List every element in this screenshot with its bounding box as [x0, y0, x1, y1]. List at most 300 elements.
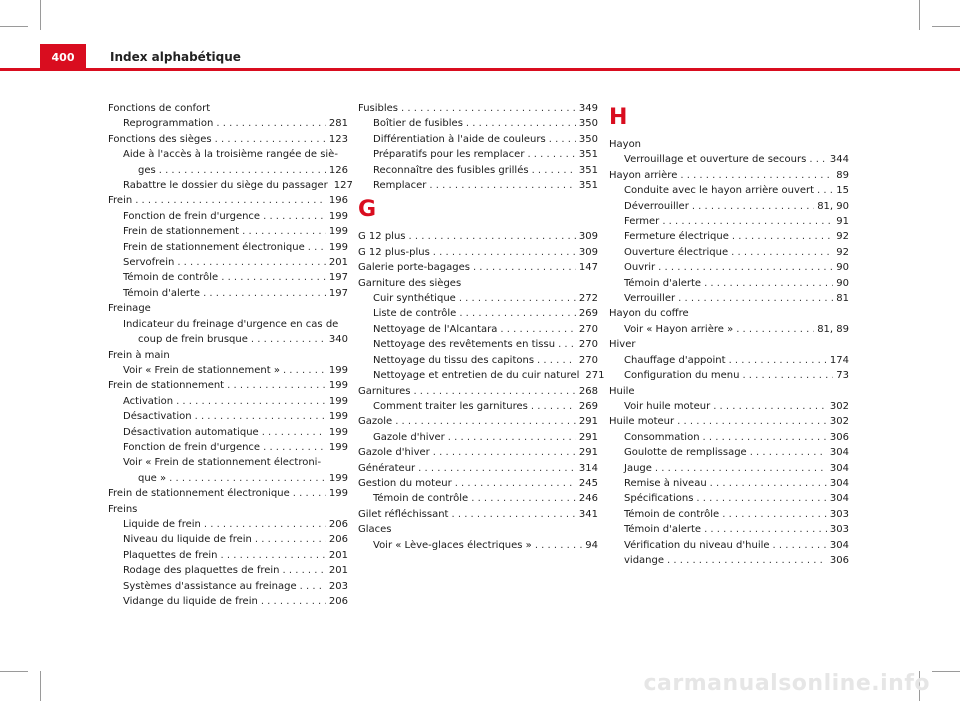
entry-page-number: 341: [578, 508, 598, 520]
entry-page-number: 201: [328, 565, 348, 577]
entry-page-number: 197: [328, 272, 348, 284]
dot-leader: [409, 229, 576, 244]
dot-leader: [169, 471, 326, 486]
dot-leader: [731, 245, 833, 260]
entry-page-number: 147: [578, 262, 598, 274]
crop-mark: [932, 26, 960, 27]
entry-page-number: 304: [829, 462, 849, 474]
entry-page-number: 15: [836, 185, 849, 197]
index-entry: [358, 414, 598, 429]
dot-leader: [429, 178, 575, 193]
dot-leader: [655, 461, 827, 476]
entry-term: Boîtier de fusibles: [373, 118, 463, 130]
index-entry: [358, 260, 598, 275]
index-subentry: [609, 461, 849, 476]
entry-term: que »: [138, 472, 167, 484]
crop-mark: [932, 671, 960, 672]
dot-leader: [221, 270, 326, 285]
entry-term: Vidange du liquide de frein: [123, 596, 258, 607]
entry-term: Remise à niveau: [624, 477, 707, 489]
entry-page-number: 309: [578, 246, 598, 258]
index-subentry: [108, 409, 348, 424]
entry-page-number: 73: [836, 370, 849, 382]
entry-term: Hayon: [609, 139, 642, 150]
entry-term: Nettoyage de l'Alcantara: [373, 323, 498, 335]
entry-page-number: 197: [328, 287, 348, 299]
dot-leader: [729, 353, 827, 368]
entry-term: ges: [138, 164, 156, 176]
entry-term: Verrouiller: [624, 293, 676, 305]
entry-page-number: 350: [578, 133, 598, 145]
index-subentry: [108, 594, 348, 609]
dot-leader: [455, 476, 576, 491]
entry-term: Fermer: [624, 216, 660, 228]
entry-term: Fonction de frein d'urgence: [123, 441, 261, 453]
index-subentry: [358, 163, 598, 178]
dot-leader: [242, 224, 326, 239]
index-subentry: [108, 548, 348, 563]
entry-term: Gazole: [358, 416, 393, 428]
entry-term: Cuir synthétique: [373, 293, 456, 305]
index-subentry: [108, 240, 348, 255]
entry-term: G 12 plus-plus: [358, 246, 430, 258]
dot-leader: [300, 579, 326, 594]
dot-leader: [263, 209, 326, 224]
entry-term: Préparatifs pour les remplacer: [373, 149, 525, 161]
index-entry: [609, 306, 849, 321]
entry-page-number: 351: [578, 149, 598, 161]
dot-leader: [549, 132, 576, 147]
index-subentry: [108, 317, 348, 332]
dot-leader: [535, 538, 582, 553]
entry-term: Comment traiter les garnitures: [373, 400, 528, 412]
index-subentry: [358, 430, 598, 445]
entry-term: Chauffage d'appoint: [624, 354, 726, 366]
index-subentry: [358, 291, 598, 306]
entry-page-number: 199: [328, 241, 348, 253]
entry-term: Gilet réfléchissant: [358, 508, 449, 520]
entry-term: Systèmes d'assistance au freinage: [123, 580, 297, 592]
entry-term: Conduite avec le hayon arrière ouvert: [624, 185, 815, 197]
entry-page-number: 91: [836, 216, 849, 228]
dot-leader: [710, 476, 827, 491]
dot-leader: [667, 553, 827, 568]
index-subentry: [108, 425, 348, 440]
entry-term: Fonctions de confort: [108, 103, 211, 114]
index-subentry: [108, 286, 348, 301]
index-entry: [609, 168, 849, 183]
entry-term: Aide à l'accès à la troisième rangée de siè-: [123, 149, 338, 161]
dot-leader: [558, 337, 576, 352]
page-number: 400: [51, 51, 75, 64]
crop-mark: [919, 0, 920, 30]
entry-page-number: 199: [328, 364, 348, 376]
dot-leader: [809, 152, 827, 167]
index-subentry: [358, 306, 598, 321]
dot-leader: [293, 486, 326, 501]
dot-leader: [471, 491, 576, 506]
dot-leader: [692, 199, 814, 214]
index-column-1: [108, 101, 353, 609]
index-subentry: [609, 491, 849, 506]
entry-page-number: 199: [328, 226, 348, 238]
entry-term: Voir huile moteur: [624, 400, 711, 412]
index-subentry: [609, 260, 849, 275]
dot-leader: [433, 245, 576, 260]
entry-page-number: 90: [836, 262, 849, 274]
entry-term: Générateur: [358, 462, 416, 474]
index-entry: [108, 348, 348, 363]
index-subentry: [609, 229, 849, 244]
entry-term: vidange: [624, 554, 665, 566]
entry-term: Hayon arrière: [609, 169, 678, 181]
index-subentry: [358, 322, 598, 337]
entry-page-number: 201: [328, 257, 348, 269]
entry-term: Hiver: [609, 339, 636, 351]
index-subentry: [108, 440, 348, 455]
entry-term: Reprogrammation: [123, 118, 214, 130]
dot-leader: [527, 147, 575, 162]
entry-page-number: 201: [328, 549, 348, 561]
index-subentry: [609, 183, 849, 198]
page-title: Index alphabétique: [110, 50, 241, 64]
entry-term: Fonction de frein d'urgence: [123, 210, 261, 222]
entry-page-number: 123: [328, 133, 348, 145]
index-subentry: [609, 214, 849, 229]
index-entry: [358, 384, 598, 399]
dot-leader: [500, 322, 576, 337]
entry-page-number: 302: [829, 416, 849, 428]
entry-term: Fermeture électrique: [624, 231, 729, 243]
index-subentry: [609, 152, 849, 167]
entry-term: Témoin d'alerte: [624, 524, 702, 536]
index-subentry: [609, 353, 849, 368]
index-subentry: [358, 491, 598, 506]
dot-leader: [159, 163, 326, 178]
entry-page-number: 199: [328, 488, 348, 500]
entry-page-number: 199: [328, 380, 348, 392]
entry-term: Nettoyage des revêtements en tissu: [373, 339, 556, 351]
entry-page-number: 304: [829, 539, 849, 551]
entry-page-number: 199: [328, 441, 348, 453]
index-subentry: [609, 399, 849, 414]
crop-mark: [40, 0, 41, 30]
entry-page-number: 304: [829, 493, 849, 505]
index-subentry: [108, 163, 348, 178]
dot-leader: [215, 132, 326, 147]
index-entry: [358, 522, 598, 537]
entry-page-number: 306: [829, 431, 849, 443]
entry-page-number: 246: [578, 493, 598, 505]
entry-page-number: 304: [829, 447, 849, 459]
dot-leader: [459, 306, 576, 321]
entry-term: Voir « Lève-glaces électriques »: [373, 539, 532, 551]
dot-leader: [413, 384, 575, 399]
index-subentry: [358, 337, 598, 352]
index-entry: [108, 301, 348, 316]
entry-page-number: 309: [578, 231, 598, 243]
entry-page-number: 81: [836, 293, 849, 305]
page-number-box: [40, 44, 86, 71]
entry-page-number: 303: [829, 508, 849, 520]
entry-term: Témoin de contrôle: [624, 508, 720, 520]
index-subentry: [358, 132, 598, 147]
index-subentry: [108, 147, 348, 162]
entry-term: G 12 plus: [358, 231, 406, 243]
dot-leader: [537, 353, 576, 368]
index-subentry: [108, 116, 348, 131]
index-entry: [358, 245, 598, 260]
entry-term: Déverrouiller: [624, 200, 689, 212]
entry-term: Fusibles: [358, 103, 399, 114]
entry-page-number: 291: [578, 447, 598, 459]
entry-page-number: 291: [578, 431, 598, 443]
dot-leader: [473, 260, 576, 275]
dot-leader: [704, 522, 827, 537]
dot-leader: [703, 430, 827, 445]
index-entry: [358, 476, 598, 491]
index-subentry: [108, 363, 348, 378]
entry-term: Désactivation: [123, 411, 192, 423]
dot-leader: [696, 491, 826, 506]
watermark: carmanualsonline.info: [643, 671, 930, 696]
index-subentry: [358, 353, 598, 368]
dot-leader: [204, 517, 326, 532]
index-subentry: [108, 224, 348, 239]
entry-page-number: 199: [328, 472, 348, 484]
entry-page-number: 127: [333, 180, 353, 192]
header-rule: [0, 68, 960, 71]
index-subentry: [609, 553, 849, 568]
index-subentry: [609, 476, 849, 491]
entry-page-number: 206: [328, 518, 348, 530]
entry-term: Témoin d'alerte: [123, 287, 201, 299]
entry-term: Nettoyage et entretien de du cuir naturel: [373, 370, 580, 382]
index-entry: [358, 276, 598, 291]
entry-term: Frein de stationnement électronique: [108, 488, 290, 500]
dot-leader: [532, 163, 576, 178]
entry-page-number: 304: [829, 477, 849, 489]
dot-leader: [680, 168, 833, 183]
entry-page-number: 302: [829, 400, 849, 412]
index-subentry: [108, 532, 348, 547]
dot-leader: [658, 260, 833, 275]
index-entry: [108, 193, 348, 208]
entry-term: Voir « Frein de stationnement électroni-: [123, 457, 322, 469]
index-entry: [358, 229, 598, 244]
entry-term: Garnitures: [358, 385, 411, 397]
index-column-2: [358, 101, 605, 553]
entry-term: Niveau du liquide de frein: [123, 534, 252, 546]
entry-page-number: 203: [328, 580, 348, 592]
entry-page-number: 351: [578, 164, 598, 176]
dot-leader: [677, 414, 827, 429]
index-subentry: [609, 368, 849, 383]
index-subentry: [108, 332, 348, 347]
entry-page-number: 199: [328, 395, 348, 407]
index-subentry: [108, 517, 348, 532]
entry-term: Liste de contrôle: [373, 308, 457, 320]
dot-leader: [418, 461, 576, 476]
entry-term: Gestion du moteur: [358, 477, 452, 489]
entry-page-number: 270: [578, 354, 598, 366]
dot-leader: [466, 116, 576, 131]
index-subentry: [108, 394, 348, 409]
index-subentry: [609, 245, 849, 260]
entry-page-number: 272: [578, 293, 598, 305]
dot-leader: [401, 101, 576, 116]
entry-page-number: 268: [578, 385, 598, 397]
index-subentry: [609, 322, 849, 337]
entry-term: Galerie porte-bagages: [358, 262, 470, 274]
dot-leader: [221, 548, 326, 563]
entry-page-number: 306: [829, 554, 849, 566]
dot-leader: [283, 563, 326, 578]
dot-leader: [713, 399, 827, 414]
entry-term: Différentiation à l'aide de couleurs: [373, 133, 546, 145]
section-letter: H: [609, 105, 628, 130]
entry-page-number: 281: [328, 118, 348, 130]
entry-page-number: 340: [328, 334, 348, 346]
entry-page-number: 92: [836, 246, 849, 258]
dot-leader: [451, 507, 575, 522]
index-subentry: [609, 276, 849, 291]
index-subentry: [609, 430, 849, 445]
entry-page-number: 92: [836, 231, 849, 243]
index-subentry: [609, 538, 849, 553]
dot-leader: [177, 255, 326, 270]
dot-leader: [448, 430, 576, 445]
entry-term: Rodage des plaquettes de frein: [123, 565, 280, 577]
entry-term: Reconnaître des fusibles grillés: [373, 164, 529, 176]
index-subentry: [609, 445, 849, 460]
entry-page-number: 351: [578, 180, 598, 192]
entry-page-number: 269: [578, 308, 598, 320]
index-entry: [108, 378, 348, 393]
dot-leader: [255, 532, 326, 547]
entry-term: Vérification du niveau d'huile: [624, 539, 770, 551]
section-letter: G: [358, 197, 377, 223]
entry-page-number: 303: [829, 524, 849, 536]
entry-term: Freinage: [108, 303, 151, 315]
entry-term: Frein de stationnement électronique: [123, 241, 305, 253]
entry-page-number: 199: [328, 210, 348, 222]
index-entry: [609, 137, 849, 152]
dot-leader: [750, 445, 827, 460]
entry-term: Configuration du menu: [624, 370, 740, 382]
dot-leader: [531, 399, 576, 414]
index-entry: [108, 502, 348, 517]
index-subentry: [609, 199, 849, 214]
entry-page-number: 270: [578, 339, 598, 351]
index-entry: [108, 101, 348, 116]
entry-page-number: 349: [578, 103, 598, 114]
index-subentry: [108, 209, 348, 224]
entry-term: Liquide de frein: [123, 518, 201, 530]
entry-term: Goulotte de remplissage: [624, 447, 747, 459]
index-entry: [358, 461, 598, 476]
index-subentry: [108, 455, 348, 470]
entry-term: Spécifications: [624, 493, 694, 505]
index-column-3: [609, 101, 849, 568]
entry-page-number: 245: [578, 477, 598, 489]
entry-term: Freins: [108, 503, 138, 515]
dot-leader: [263, 440, 326, 455]
dot-leader: [742, 368, 833, 383]
entry-term: Huile: [609, 385, 635, 397]
index-subentry: [358, 116, 598, 131]
entry-page-number: 206: [328, 596, 348, 607]
entry-page-number: 269: [578, 400, 598, 412]
dot-leader: [433, 445, 576, 460]
entry-term: Rabattre le dossier du siège du passager: [123, 180, 328, 192]
entry-page-number: 291: [578, 416, 598, 428]
entry-term: Ouvrir: [624, 262, 656, 274]
entry-term: Servofrein: [123, 257, 175, 269]
dot-leader: [176, 394, 326, 409]
entry-page-number: 94: [585, 539, 598, 551]
entry-term: Frein: [108, 195, 133, 207]
index-subentry: [358, 538, 598, 553]
entry-page-number: 199: [328, 426, 348, 438]
dot-leader: [736, 322, 814, 337]
index-subentry: [108, 579, 348, 594]
entry-term: Frein de stationnement: [108, 380, 225, 392]
index-subentry: [358, 147, 598, 162]
dot-leader: [283, 363, 326, 378]
entry-term: Glaces: [358, 524, 392, 536]
index-entry: [609, 384, 849, 399]
entry-term: coup de frein brusque: [138, 334, 248, 346]
entry-page-number: 271: [585, 370, 605, 382]
entry-page-number: 174: [829, 354, 849, 366]
entry-term: Nettoyage du tissu des capitons: [373, 354, 535, 366]
index-subentry: [358, 178, 598, 193]
crop-mark: [0, 671, 28, 672]
dot-leader: [817, 183, 833, 198]
crop-mark: [40, 671, 41, 701]
index-entry: [609, 337, 849, 352]
dot-leader: [704, 276, 833, 291]
index-entry: [358, 101, 598, 116]
entry-page-number: 199: [328, 411, 348, 423]
entry-page-number: 81, 90: [817, 200, 849, 212]
entry-term: Désactivation automatique: [123, 426, 259, 438]
index-subentry: [108, 270, 348, 285]
entry-term: Témoin d'alerte: [624, 277, 702, 289]
dot-leader: [135, 193, 326, 208]
dot-leader: [459, 291, 576, 306]
dot-leader: [722, 507, 827, 522]
entry-page-number: 270: [578, 323, 598, 335]
index-entry: [108, 132, 348, 147]
entry-term: Voir « Hayon arrière »: [624, 323, 734, 335]
entry-term: Consommation: [624, 431, 700, 443]
entry-term: Activation: [123, 395, 174, 407]
entry-term: Remplacer: [373, 180, 427, 192]
entry-term: Frein de stationnement: [123, 226, 240, 238]
index-entry: [609, 414, 849, 429]
entry-page-number: 81, 89: [817, 323, 849, 335]
entry-term: Huile moteur: [609, 416, 675, 428]
entry-page-number: 314: [578, 462, 598, 474]
index-subentry: [609, 291, 849, 306]
dot-leader: [395, 414, 576, 429]
dot-leader: [308, 240, 326, 255]
entry-term: Gazole d'hiver: [373, 431, 445, 443]
dot-leader: [773, 538, 827, 553]
entry-term: Plaquettes de frein: [123, 549, 218, 561]
